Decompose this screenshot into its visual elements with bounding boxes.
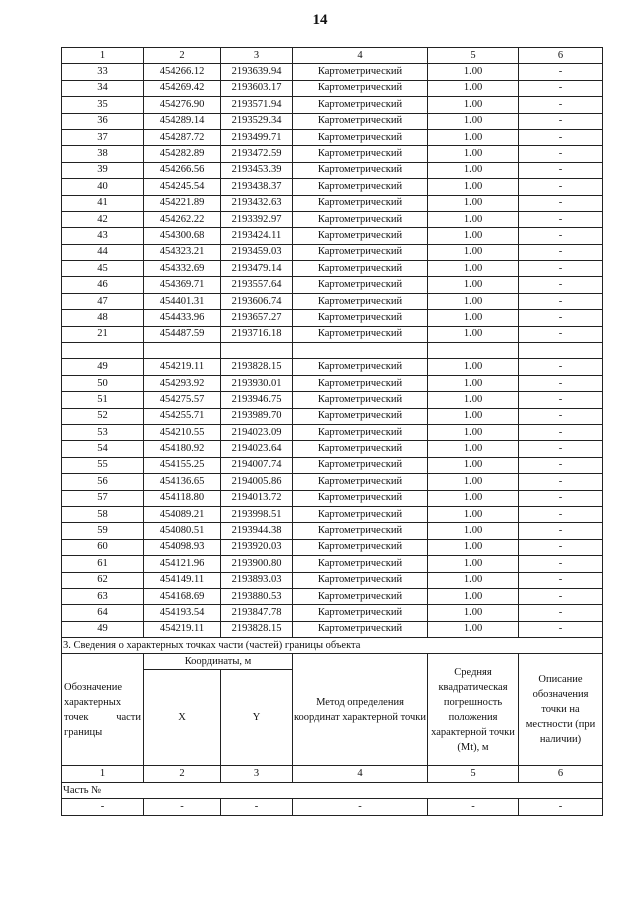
- method-cell: Картометрический: [293, 113, 428, 129]
- accuracy-cell: 1.00: [428, 621, 519, 637]
- accuracy-cell: 1.00: [428, 572, 519, 588]
- method-cell: Картометрический: [293, 556, 428, 572]
- table-cell: -: [62, 799, 144, 815]
- col-num-cell: 5: [428, 766, 519, 782]
- table-row: [62, 424, 603, 440]
- point-number-cell: 40: [62, 179, 144, 195]
- method-cell: Картометрический: [293, 474, 428, 490]
- table-row: [62, 588, 603, 604]
- method-cell: Картометрический: [293, 64, 428, 80]
- accuracy-cell: 1.00: [428, 359, 519, 375]
- accuracy-cell: 1.00: [428, 474, 519, 490]
- point-number-cell: 60: [62, 539, 144, 555]
- point-number-cell: 42: [62, 211, 144, 227]
- point-number-cell: 64: [62, 605, 144, 621]
- accuracy-cell: 1.00: [428, 310, 519, 326]
- description-cell: -: [519, 523, 603, 539]
- method-cell: Картометрический: [293, 424, 428, 440]
- y-coordinate-cell: 2193392.97: [221, 211, 293, 227]
- x-coordinate-cell: 454245.54: [144, 179, 221, 195]
- col-num-cell: 1: [62, 48, 144, 64]
- col-num-cell: 6: [519, 48, 603, 64]
- table-row: [62, 244, 603, 260]
- table-row: [62, 80, 603, 96]
- section-header-row: [62, 654, 603, 670]
- x-coordinate-cell: 454323.21: [144, 244, 221, 260]
- description-cell: -: [519, 539, 603, 555]
- method-cell: Картометрический: [293, 244, 428, 260]
- accuracy-cell: 1.00: [428, 523, 519, 539]
- accuracy-cell: 1.00: [428, 375, 519, 391]
- point-number-cell: 57: [62, 490, 144, 506]
- x-coordinate-cell: 454266.56: [144, 162, 221, 178]
- point-number-cell: 62: [62, 572, 144, 588]
- y-coordinate-cell: 2193438.37: [221, 179, 293, 195]
- x-coordinate-cell: 454282.89: [144, 146, 221, 162]
- header-y: Y: [221, 670, 293, 766]
- description-cell: -: [519, 556, 603, 572]
- point-number-cell: 44: [62, 244, 144, 260]
- accuracy-cell: 1.00: [428, 162, 519, 178]
- accuracy-cell: 1.00: [428, 588, 519, 604]
- x-coordinate-cell: 454121.96: [144, 556, 221, 572]
- description-cell: -: [519, 326, 603, 342]
- table-cell: -: [428, 799, 519, 815]
- method-cell: Картометрический: [293, 211, 428, 227]
- description-cell: -: [519, 408, 603, 424]
- x-coordinate-cell: 454168.69: [144, 588, 221, 604]
- y-coordinate-cell: 2194005.86: [221, 474, 293, 490]
- accuracy-cell: 1.00: [428, 392, 519, 408]
- empty-data-row: [62, 799, 603, 815]
- method-cell: Картометрический: [293, 162, 428, 178]
- col-num-cell: 3: [221, 766, 293, 782]
- accuracy-cell: 1.00: [428, 179, 519, 195]
- table-row: [62, 261, 603, 277]
- description-cell: -: [519, 310, 603, 326]
- x-coordinate-cell: 454210.55: [144, 424, 221, 440]
- accuracy-cell: 1.00: [428, 556, 519, 572]
- table-row: [62, 621, 603, 637]
- col-num-cell: 2: [144, 48, 221, 64]
- table-cell: -: [519, 799, 603, 815]
- y-coordinate-cell: 2193880.53: [221, 588, 293, 604]
- point-number-cell: 48: [62, 310, 144, 326]
- method-cell: Картометрический: [293, 621, 428, 637]
- header-x: X: [144, 670, 221, 766]
- table-row: [62, 408, 603, 424]
- point-number-cell: 45: [62, 261, 144, 277]
- description-cell: -: [519, 244, 603, 260]
- method-cell: Картометрический: [293, 129, 428, 145]
- col-num-cell: 1: [62, 766, 144, 782]
- y-coordinate-cell: 2193603.17: [221, 80, 293, 96]
- table-row: [62, 539, 603, 555]
- table-row: [62, 474, 603, 490]
- x-coordinate-cell: 454180.92: [144, 441, 221, 457]
- description-cell: -: [519, 195, 603, 211]
- x-coordinate-cell: 454300.68: [144, 228, 221, 244]
- coordinates-table: [61, 47, 603, 816]
- table-row: [62, 179, 603, 195]
- description-cell: -: [519, 506, 603, 522]
- method-cell: Картометрический: [293, 539, 428, 555]
- y-coordinate-cell: 2193459.03: [221, 244, 293, 260]
- method-cell: Картометрический: [293, 179, 428, 195]
- table-row: [62, 523, 603, 539]
- accuracy-cell: 1.00: [428, 64, 519, 80]
- x-coordinate-cell: 454221.89: [144, 195, 221, 211]
- table-row: [62, 146, 603, 162]
- point-number-cell: 49: [62, 621, 144, 637]
- point-number-cell: 55: [62, 457, 144, 473]
- method-cell: Картометрический: [293, 97, 428, 113]
- col-num-cell: 3: [221, 48, 293, 64]
- description-cell: -: [519, 80, 603, 96]
- description-cell: -: [519, 113, 603, 129]
- accuracy-cell: 1.00: [428, 228, 519, 244]
- y-coordinate-cell: 2193920.03: [221, 539, 293, 555]
- table-row: [62, 228, 603, 244]
- description-cell: -: [519, 605, 603, 621]
- method-cell: Картометрический: [293, 293, 428, 309]
- table-row: [62, 113, 603, 129]
- header-coordinates: Координаты, м: [144, 654, 293, 670]
- y-coordinate-cell: 2193930.01: [221, 375, 293, 391]
- table-row: [62, 195, 603, 211]
- method-cell: Картометрический: [293, 392, 428, 408]
- table-row: [62, 162, 603, 178]
- y-coordinate-cell: 2194013.72: [221, 490, 293, 506]
- table-row: [62, 572, 603, 588]
- table-row: [62, 490, 603, 506]
- description-cell: -: [519, 441, 603, 457]
- x-coordinate-cell: 454089.21: [144, 506, 221, 522]
- table-row: [62, 359, 603, 375]
- y-coordinate-cell: 2193944.38: [221, 523, 293, 539]
- x-coordinate-cell: 454080.51: [144, 523, 221, 539]
- col-num-cell: 2: [144, 766, 221, 782]
- method-cell: Картометрический: [293, 326, 428, 342]
- y-coordinate-cell: 2193479.14: [221, 261, 293, 277]
- x-coordinate-cell: 454266.12: [144, 64, 221, 80]
- table-cell: -: [144, 799, 221, 815]
- blank-row: [62, 343, 603, 359]
- point-number-cell: 35: [62, 97, 144, 113]
- x-coordinate-cell: 454369.71: [144, 277, 221, 293]
- accuracy-cell: 1.00: [428, 326, 519, 342]
- description-cell: -: [519, 146, 603, 162]
- description-cell: -: [519, 490, 603, 506]
- accuracy-cell: 1.00: [428, 457, 519, 473]
- table-cell: -: [293, 799, 428, 815]
- table-row: [62, 605, 603, 621]
- description-cell: -: [519, 64, 603, 80]
- x-coordinate-cell: 454255.71: [144, 408, 221, 424]
- col-num-cell: 4: [293, 766, 428, 782]
- y-coordinate-cell: 2194007.74: [221, 457, 293, 473]
- header-accuracy: Средняя квадратическая погрешность положения характерной точки (Mt), м: [428, 654, 519, 766]
- description-cell: -: [519, 572, 603, 588]
- y-coordinate-cell: 2194023.64: [221, 441, 293, 457]
- point-number-cell: 56: [62, 474, 144, 490]
- section-title: 3. Сведения о характерных точках части (частей) границы объекта: [62, 638, 603, 654]
- table-row: [62, 211, 603, 227]
- accuracy-cell: 1.00: [428, 277, 519, 293]
- table-row: [62, 97, 603, 113]
- accuracy-cell: 1.00: [428, 80, 519, 96]
- point-number-cell: 39: [62, 162, 144, 178]
- point-number-cell: 54: [62, 441, 144, 457]
- x-coordinate-cell: 454401.31: [144, 293, 221, 309]
- accuracy-cell: 1.00: [428, 97, 519, 113]
- x-coordinate-cell: 454149.11: [144, 572, 221, 588]
- x-coordinate-cell: 454118.80: [144, 490, 221, 506]
- point-number-cell: 52: [62, 408, 144, 424]
- col-num-cell: 4: [293, 48, 428, 64]
- method-cell: Картометрический: [293, 588, 428, 604]
- col-num-cell: 5: [428, 48, 519, 64]
- table-row: [62, 441, 603, 457]
- point-number-cell: 63: [62, 588, 144, 604]
- y-coordinate-cell: 2193571.94: [221, 97, 293, 113]
- y-coordinate-cell: 2193716.18: [221, 326, 293, 342]
- table-cell: -: [221, 799, 293, 815]
- point-number-cell: 51: [62, 392, 144, 408]
- table-row: [62, 293, 603, 309]
- y-coordinate-cell: 2193606.74: [221, 293, 293, 309]
- method-cell: Картометрический: [293, 375, 428, 391]
- description-cell: -: [519, 588, 603, 604]
- point-number-cell: 36: [62, 113, 144, 129]
- x-coordinate-cell: 454487.59: [144, 326, 221, 342]
- x-coordinate-cell: 454155.25: [144, 457, 221, 473]
- table-row: [62, 556, 603, 572]
- x-coordinate-cell: 454275.57: [144, 392, 221, 408]
- table-row: [62, 375, 603, 391]
- point-number-cell: 59: [62, 523, 144, 539]
- method-cell: Картометрический: [293, 277, 428, 293]
- point-number-cell: 50: [62, 375, 144, 391]
- x-coordinate-cell: 454136.65: [144, 474, 221, 490]
- x-coordinate-cell: 454289.14: [144, 113, 221, 129]
- accuracy-cell: 1.00: [428, 129, 519, 145]
- column-number-row: [62, 48, 603, 64]
- y-coordinate-cell: 2193499.71: [221, 129, 293, 145]
- y-coordinate-cell: 2193453.39: [221, 162, 293, 178]
- y-coordinate-cell: 2193893.03: [221, 572, 293, 588]
- accuracy-cell: 1.00: [428, 261, 519, 277]
- accuracy-cell: 1.00: [428, 539, 519, 555]
- y-coordinate-cell: 2193639.94: [221, 64, 293, 80]
- method-cell: Картометрический: [293, 572, 428, 588]
- page-number: 14: [312, 12, 328, 28]
- table-row: [62, 310, 603, 326]
- method-cell: Картометрический: [293, 146, 428, 162]
- x-coordinate-cell: 454219.11: [144, 621, 221, 637]
- x-coordinate-cell: 454293.92: [144, 375, 221, 391]
- description-cell: -: [519, 457, 603, 473]
- y-coordinate-cell: 2193557.64: [221, 277, 293, 293]
- point-number-cell: 34: [62, 80, 144, 96]
- y-coordinate-cell: 2193432.63: [221, 195, 293, 211]
- point-number-cell: 33: [62, 64, 144, 80]
- header-point-designation: Обозначение характерных точек части границы: [62, 654, 144, 766]
- accuracy-cell: 1.00: [428, 441, 519, 457]
- x-coordinate-cell: 454219.11: [144, 359, 221, 375]
- description-cell: -: [519, 277, 603, 293]
- accuracy-cell: 1.00: [428, 605, 519, 621]
- method-cell: Картометрический: [293, 523, 428, 539]
- y-coordinate-cell: 2193657.27: [221, 310, 293, 326]
- col-num-cell: 6: [519, 766, 603, 782]
- accuracy-cell: 1.00: [428, 146, 519, 162]
- method-cell: Картометрический: [293, 441, 428, 457]
- x-coordinate-cell: 454433.96: [144, 310, 221, 326]
- method-cell: Картометрический: [293, 359, 428, 375]
- point-number-cell: 46: [62, 277, 144, 293]
- header-method: Метод определения координат характерной точки: [293, 654, 428, 766]
- y-coordinate-cell: 2193424.11: [221, 228, 293, 244]
- y-coordinate-cell: 2193998.51: [221, 506, 293, 522]
- header-description: Описание обозначения точки на местности (при наличии): [519, 654, 603, 766]
- method-cell: Картометрический: [293, 228, 428, 244]
- point-number-cell: 38: [62, 146, 144, 162]
- x-coordinate-cell: 454262.22: [144, 211, 221, 227]
- x-coordinate-cell: 454332.69: [144, 261, 221, 277]
- x-coordinate-cell: 454276.90: [144, 97, 221, 113]
- accuracy-cell: 1.00: [428, 506, 519, 522]
- method-cell: Картометрический: [293, 80, 428, 96]
- description-cell: -: [519, 359, 603, 375]
- method-cell: Картометрический: [293, 457, 428, 473]
- x-coordinate-cell: 454193.54: [144, 605, 221, 621]
- accuracy-cell: 1.00: [428, 490, 519, 506]
- table-row: [62, 129, 603, 145]
- point-number-cell: 37: [62, 129, 144, 145]
- point-number-cell: 47: [62, 293, 144, 309]
- accuracy-cell: 1.00: [428, 244, 519, 260]
- section-column-number-row: [62, 766, 603, 782]
- table-row: [62, 392, 603, 408]
- point-number-cell: 53: [62, 424, 144, 440]
- description-cell: -: [519, 621, 603, 637]
- method-cell: Картометрический: [293, 506, 428, 522]
- point-number-cell: 49: [62, 359, 144, 375]
- part-label-row: [62, 782, 603, 798]
- accuracy-cell: 1.00: [428, 408, 519, 424]
- x-coordinate-cell: 454287.72: [144, 129, 221, 145]
- description-cell: -: [519, 474, 603, 490]
- description-cell: -: [519, 97, 603, 113]
- method-cell: Картометрический: [293, 408, 428, 424]
- point-number-cell: 21: [62, 326, 144, 342]
- description-cell: -: [519, 211, 603, 227]
- y-coordinate-cell: 2193529.34: [221, 113, 293, 129]
- method-cell: Картометрический: [293, 195, 428, 211]
- section-title-row: [62, 638, 603, 654]
- method-cell: Картометрический: [293, 605, 428, 621]
- accuracy-cell: 1.00: [428, 293, 519, 309]
- point-number-cell: 41: [62, 195, 144, 211]
- y-coordinate-cell: 2193946.75: [221, 392, 293, 408]
- description-cell: -: [519, 375, 603, 391]
- point-number-cell: 61: [62, 556, 144, 572]
- description-cell: -: [519, 293, 603, 309]
- accuracy-cell: 1.00: [428, 113, 519, 129]
- description-cell: -: [519, 392, 603, 408]
- table-row: [62, 457, 603, 473]
- description-cell: -: [519, 162, 603, 178]
- method-cell: Картометрический: [293, 310, 428, 326]
- y-coordinate-cell: 2193472.59: [221, 146, 293, 162]
- y-coordinate-cell: 2193900.80: [221, 556, 293, 572]
- table-row: [62, 64, 603, 80]
- description-cell: -: [519, 179, 603, 195]
- description-cell: -: [519, 129, 603, 145]
- x-coordinate-cell: 454098.93: [144, 539, 221, 555]
- accuracy-cell: 1.00: [428, 211, 519, 227]
- accuracy-cell: 1.00: [428, 424, 519, 440]
- description-cell: -: [519, 424, 603, 440]
- table-row: [62, 326, 603, 342]
- accuracy-cell: 1.00: [428, 195, 519, 211]
- point-number-cell: 58: [62, 506, 144, 522]
- method-cell: Картометрический: [293, 261, 428, 277]
- y-coordinate-cell: 2193989.70: [221, 408, 293, 424]
- table-row: [62, 277, 603, 293]
- y-coordinate-cell: 2194023.09: [221, 424, 293, 440]
- x-coordinate-cell: 454269.42: [144, 80, 221, 96]
- y-coordinate-cell: 2193828.15: [221, 621, 293, 637]
- point-number-cell: 43: [62, 228, 144, 244]
- description-cell: -: [519, 228, 603, 244]
- table-row: [62, 506, 603, 522]
- y-coordinate-cell: 2193828.15: [221, 359, 293, 375]
- y-coordinate-cell: 2193847.78: [221, 605, 293, 621]
- description-cell: -: [519, 261, 603, 277]
- part-label: Часть №: [62, 782, 603, 798]
- method-cell: Картометрический: [293, 490, 428, 506]
